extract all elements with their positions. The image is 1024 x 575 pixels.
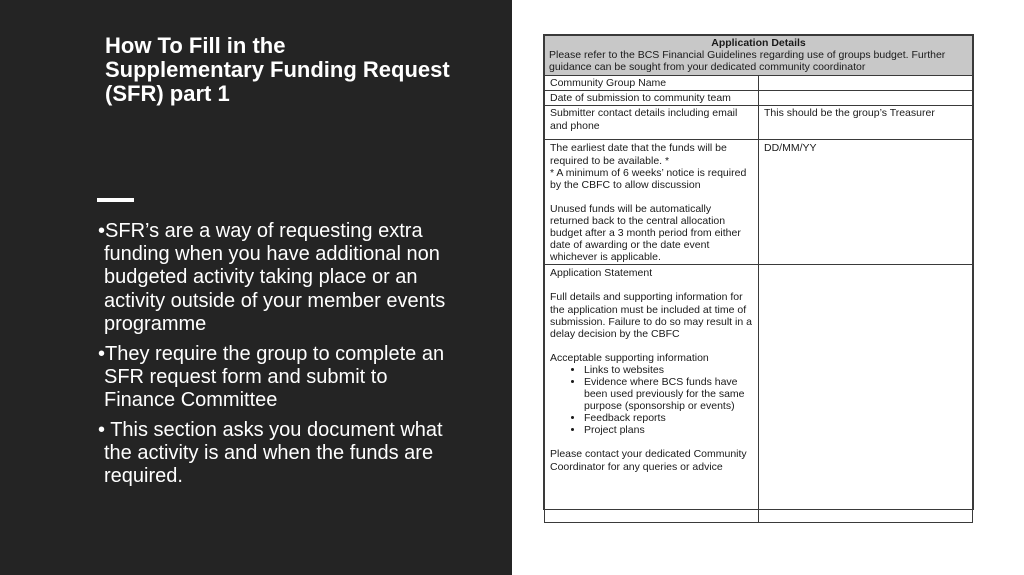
row-label: Community Group Name [545, 76, 759, 91]
slide-title: How To Fill in the Supplementary Funding Request (SFR) part 1 [105, 33, 450, 106]
list-item: • Feedback reports [584, 412, 753, 424]
title-accent-bar [97, 198, 134, 202]
date-row-label: The earliest date that the funds will be required to be available. * * A minimum of 6 weeks’ notice is required by the CBFC to allow discussion Unused funds will be automatically returned back to the central allocation budget after a 3 month period from either date of awarding or the date event whichever is applicable. [545, 140, 759, 265]
statement-value-cell [759, 265, 973, 523]
form-header-text: Please refer to the BCS Financial Guidelines regarding use of groups budget. Further guidance can be sought from your dedicated community coordinator [549, 49, 946, 74]
application-details-table [544, 35, 973, 523]
bullet-dot-icon: • [98, 342, 106, 365]
list-item: • Evidence where BCS funds have been used previously for the same purpose (sponsorship or events) [584, 376, 753, 412]
bullet-item: •SFR’s are a way of requesting extra funding when you have additional non budgeted activity taking place or an activity outside of your member events programme [98, 220, 446, 335]
contact-text: Please contact your dedicated Community Coordinator for any queries or advice [550, 448, 747, 473]
statement-text: Full details and supporting information for the application must be included at time of submission. Failure to do so may result in a delay decision by the CBFC [550, 291, 752, 340]
table-row [545, 76, 973, 91]
supporting-heading: Acceptable supporting information [550, 351, 709, 364]
form-header-row [545, 36, 973, 76]
supporting-list [550, 364, 753, 437]
row-value: This should be the group’s Treasurer [759, 106, 973, 140]
bullet-dot-icon: • [98, 220, 106, 242]
row-value [759, 91, 973, 106]
bullet-dot-icon: • [98, 418, 106, 441]
row-label: Date of submission to community team [545, 91, 759, 106]
table-row [545, 265, 973, 523]
row-value [759, 76, 973, 91]
bullet-item: •They require the group to complete an SFR request form and submit to Finance Committee [98, 342, 445, 411]
date-row-value: DD/MM/YY [759, 140, 973, 265]
table-row [545, 106, 973, 140]
bullet-item: • This section asks you document what the activity is and when the funds are required. [98, 418, 443, 488]
application-form-image [543, 34, 974, 510]
form-header-title: Application Details [711, 37, 806, 49]
statement-heading: Application Statement [550, 267, 653, 280]
statement-cell [545, 265, 759, 523]
row-label: Submitter contact details including email and phone [545, 106, 759, 140]
table-row [545, 91, 973, 106]
list-item: • Links to websites [584, 364, 753, 376]
bullet-list [98, 220, 464, 495]
table-row [545, 140, 973, 265]
list-item: • Project plans [584, 424, 753, 436]
